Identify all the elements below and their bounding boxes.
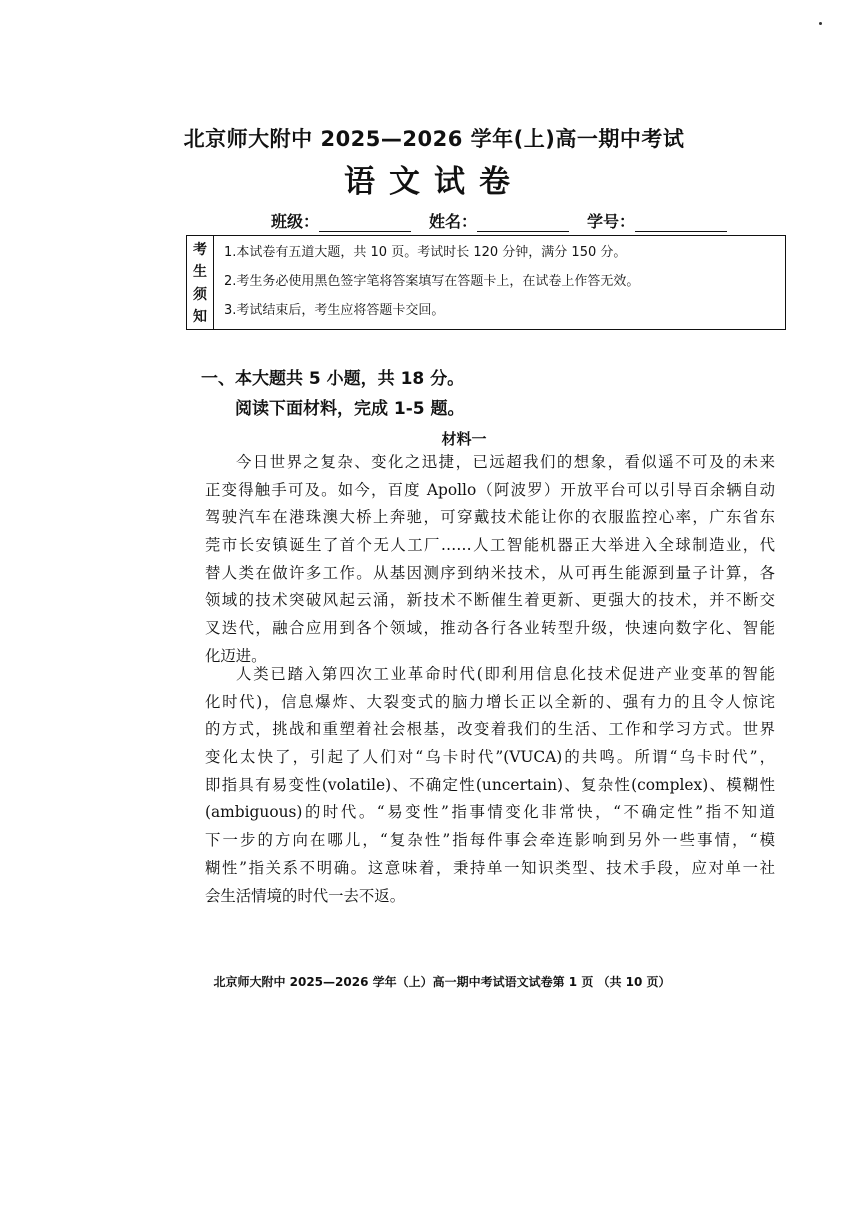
paragraph-line: 的方式，挑战和重塑着社会根基，改变着我们的生活、工作和学习方式。世界 bbox=[205, 720, 775, 739]
paragraph-line: 正变得触手可及。如今，百度 Apollo（阿波罗）开放平台可以引导百余辆自动 bbox=[205, 480, 775, 499]
paragraph-line: 下一步的方向在哪儿，“复杂性”指每件事会牵连影响到另外一些事情，“模 bbox=[205, 831, 775, 850]
exam-notice-box bbox=[186, 235, 786, 330]
paragraph-line: 驾驶汽车在港珠澳大桥上奔驰，可穿戴技术能让你的衣服监控心率，广东省东 bbox=[205, 508, 775, 527]
paragraph-line: 化时代)，信息爆炸、大裂变式的脑力增长正以全新的、强有力的且令人惊诧 bbox=[205, 692, 775, 711]
notice-heading-char: 须 bbox=[193, 286, 207, 303]
paragraph-line: 领域的技术突破风起云涌，新技术不断催生着更新、更强大的技术，并不断交 bbox=[205, 591, 775, 610]
notice-heading-char: 知 bbox=[193, 308, 207, 325]
paragraph-line: (ambiguous)的时代。“易变性”指事情变化非常快，“不确定性”指不知道 bbox=[205, 803, 775, 822]
notice-item: 1.本试卷有五道大题，共 10 页。考试时长 120 分钟，满分 150 分。 bbox=[224, 245, 627, 260]
paragraph-line: 替人类在做许多工作。从基因测序到纳米技术，从可再生能源到量子计算，各 bbox=[205, 563, 775, 582]
name-label: 姓名： bbox=[429, 212, 478, 231]
paragraph-line: 糊性”指关系不明确。这意味着，秉持单一知识类型、技术手段，应对单一社 bbox=[205, 858, 775, 877]
student-info-row bbox=[271, 208, 727, 232]
material-paragraph-1 bbox=[205, 449, 775, 671]
notice-heading-char: 考 bbox=[193, 242, 207, 259]
page-footer: 北京师大附中 2025—2026 学年（上）高一期中考试语文试卷第 1 页 （共 10 页） bbox=[213, 975, 671, 989]
notice-items bbox=[214, 236, 785, 329]
paragraph-line: 化迈进。 bbox=[205, 646, 267, 665]
school-title: 北京师大附中 2025—2026 学年(上)高一期中考试 bbox=[183, 127, 685, 151]
paragraph-line: 变化太快了，引起了人们对“乌卡时代”(VUCA)的共鸣。所谓“乌卡时代”， bbox=[205, 748, 775, 767]
section-instruction: 阅读下面材料，完成 1-5 题。 bbox=[235, 399, 465, 419]
paragraph-line: 即指具有易变性(volatile)、不确定性(uncertain)、复杂性(complex)、模糊性 bbox=[205, 775, 775, 794]
paragraph-line: 人类已踏入第四次工业革命时代(即利用信息化技术促进产业变革的智能 bbox=[236, 665, 775, 683]
student-id-label: 学号： bbox=[587, 212, 636, 231]
paper-title: 语文试卷 bbox=[344, 164, 524, 200]
notice-item: 2.考生务必使用黑色签字笔将答案填写在答题卡上，在试卷上作答无效。 bbox=[224, 274, 640, 289]
notice-heading bbox=[187, 236, 214, 329]
scan-speck bbox=[819, 22, 822, 25]
class-label: 班级： bbox=[271, 212, 320, 231]
notice-heading-char: 生 bbox=[193, 264, 207, 281]
student-id-blank bbox=[635, 213, 727, 232]
material-title: 材料一 bbox=[441, 430, 487, 448]
paragraph-line: 会生活情境的时代一去不返。 bbox=[205, 886, 406, 905]
notice-item: 3.考试结束后，考生应将答题卡交回。 bbox=[224, 303, 445, 318]
paragraph-line: 今日世界之复杂、变化之迅捷，已远超我们的想象，看似遥不可及的未来 bbox=[236, 453, 775, 471]
name-blank bbox=[477, 213, 569, 232]
paragraph-line: 叉迭代，融合应用到各个领域，推动各行各业转型升级，快速向数字化、智能 bbox=[205, 619, 775, 638]
class-blank bbox=[319, 213, 411, 232]
paragraph-line: 莞市长安镇诞生了首个无人工厂……人工智能机器正大举进入全球制造业，代 bbox=[205, 536, 775, 555]
material-paragraph-2 bbox=[205, 661, 775, 910]
section-title: 一、本大题共 5 小题，共 18 分。 bbox=[201, 369, 465, 389]
